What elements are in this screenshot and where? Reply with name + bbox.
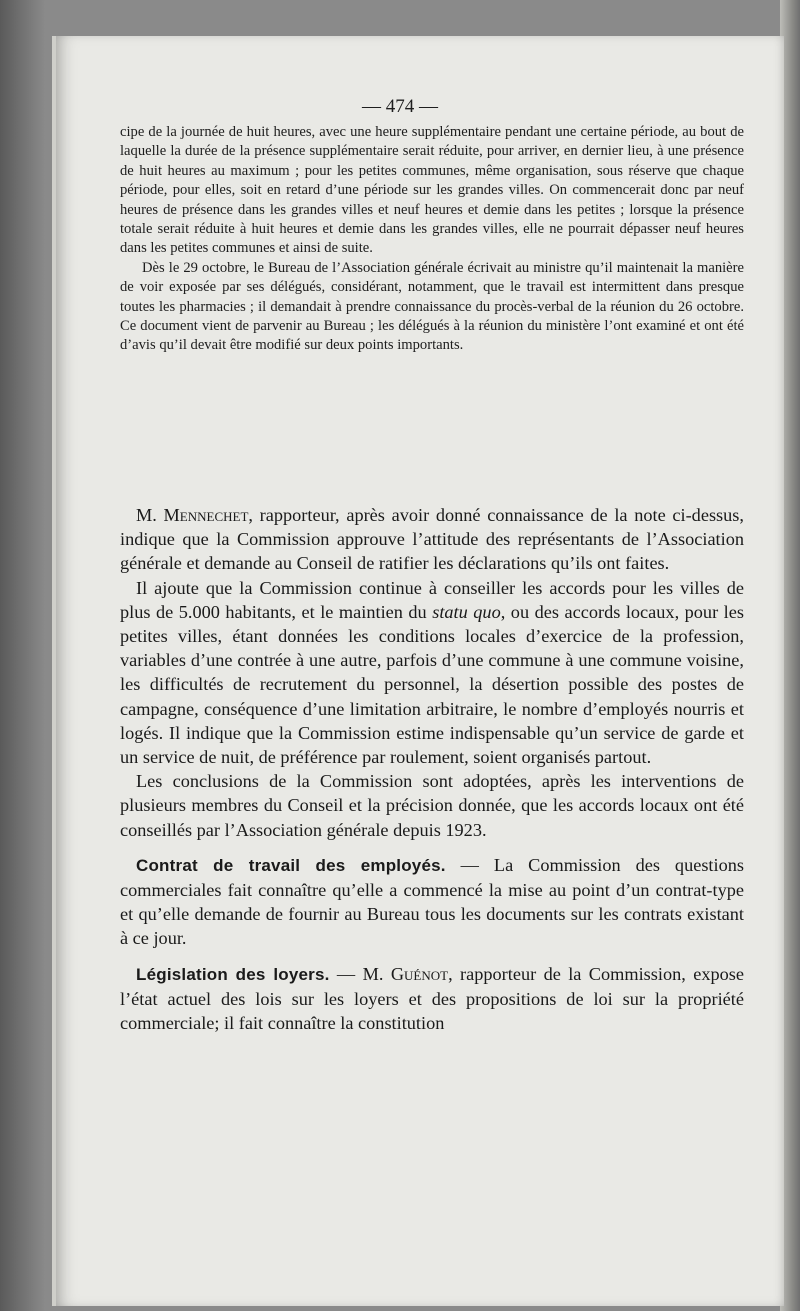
mennechet-prefix: M. [136, 505, 164, 525]
accords-text-after: , ou des accords locaux, pour les petites villes, étant données les conditions locales d’exercice de la profession, variables d’une contrée à une autre, parfois d’une commune à une commune voisine, les difficultés de recrutement du personnel, la désertion possible des postes de campagne, conséquence d’une limitation arbitraire, le nombre d’employés nourris et logés. Il indique que la Commission estime indispensable qu’un service de garde et un service de nuit, de préférence par roulement, soient organisés partout. [120, 601, 744, 768]
rapporteur-name-guenot: Guénot [390, 963, 449, 984]
small-print-section [120, 123, 744, 356]
italic-statu-quo: statu quo [432, 601, 501, 622]
paragraph-mennechet [120, 503, 744, 576]
loyers-text-after: , rapporteur de la Commission, expose l’état actuel des lois sur les loyers et des propositions de loi sur la propriété commerciale; il fait connaître la constitution [120, 963, 744, 1034]
paragraph-contrat [120, 853, 744, 951]
paragraph-conclusions: Les conclusions de la Commission sont adoptées, après les interventions de plusieurs membres du Conseil et la précision donnée, que les accords locaux ont été conseillés par l’Association générale depuis 1923. [120, 771, 744, 840]
page-number: — 474 — [362, 96, 438, 117]
section-heading-loyers: Législation des loyers. [136, 964, 330, 984]
main-text-section [120, 503, 744, 1035]
rapporteur-name-mennechet: Mennechet [163, 505, 249, 525]
paragraph-loyers [120, 962, 744, 1036]
paragraph-accords [120, 576, 744, 770]
accords-text-before: Il ajoute que la Commission continue à conseiller les accords pour les villes de plus de 5.000 habitants, et le maintien du [120, 577, 744, 622]
contrat-text: — La Commission des questions commerciales fait connaître qu’elle a commencé la mise au point d’un contrat-type et qu’elle demande de fournir au Bureau tous les documents sur les contrats existant à ce jour. [120, 854, 744, 949]
mennechet-text: , rapporteur, après avoir donné connaissance de la note ci-dessus, indique que la Commission approuve l’attitude des représentants de l’Association générale et demande au Conseil de ratifier les déclarations qu’ils ont faites. [120, 505, 744, 574]
section-heading-contrat: Contrat de travail des employés. [136, 855, 446, 875]
paragraph-continuation: cipe de la journée de huit heures, avec une heure supplémentaire pendant une certaine période, au bout de laquelle la durée de la présence supplémentaire serait réduite, pour arriver, en dernier lieu, à une présence de huit heures au maximum ; pour les petites communes, même organisation, sous réserve que chaque période, pour elles, soit en retard d’une période sur les grandes villes. On commencerait donc par neuf heures de présence dans les grandes villes et neuf heures et demie dans les petites ; lorsque la présence totale serait réduite à huit heures et demie dans les grandes villes, elle ne pourrait dépasser neuf heures dans les petites communes et ainsi de suite. [120, 124, 744, 257]
paragraph-october-letter: Dès le 29 octobre, le Bureau de l’Association générale écrivait au ministre qu’il maintenait la manière de voir exposée par ses délégués, considérant, notamment, que le travail est intermittent dans presque toutes les pharmacies ; il demandait à prendre connaissance du procès-verbal de la réunion du 26 octobre. Ce document vient de parvenir au Bureau ; les délégués à la réunion du ministère l’ont examiné et ont été d’avis qu’il devait être modifié sur deux points importants. [120, 259, 744, 354]
loyers-text-before: — M. [329, 963, 391, 984]
